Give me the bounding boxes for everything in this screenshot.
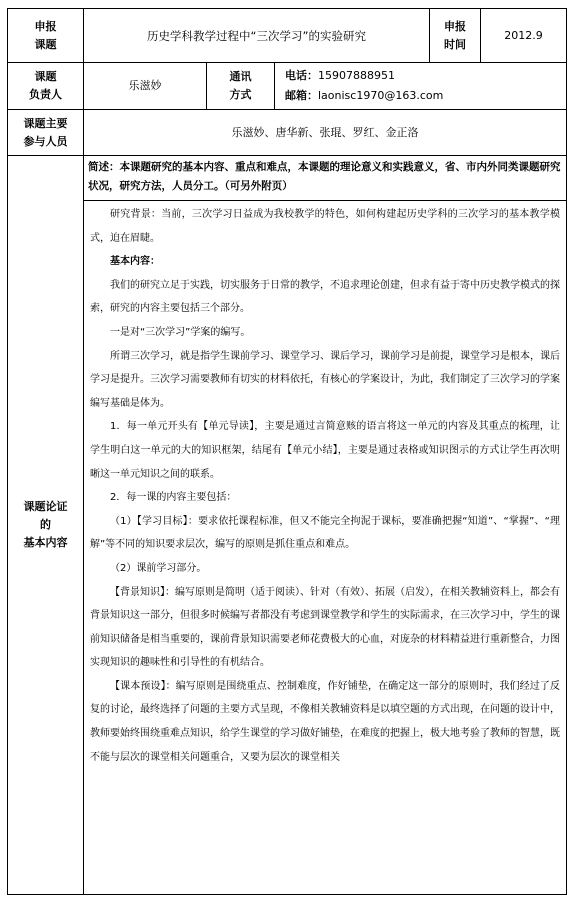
paragraph-pre-class: （2）课前学习部分。	[110, 562, 207, 574]
paragraph-learning-goals: （1）【学习目标】：要求依托课程标准，但又不能完全拘泥于课标，要准确把握“知道”、“掌握”、“理解”等不同的知识要求层次，编写的原则是抓住重点和难点。	[90, 515, 560, 551]
leader-label: 课题 负责人	[7, 62, 84, 110]
phone-label: 电话：	[285, 69, 318, 82]
paragraph-unit-guide: 1．每一单元开头有【单元导读】，主要是通过言简意赅的语言将这一单元的内容及其重点的梳理，让学生明白这一单元的大的知识框架，结尾有【单元小结】，主要是通过表格或知识图示的方式让学生再次明晰这一单元知识之间的联系。	[90, 421, 560, 480]
paragraph-background-knowledge: 【背景知识】：编写原则是简明（适于阅读）、针对（有效）、拓展（启发），在相关教辅资料上，都会有背景知识这一部分，但很多时候编写者都没有考虑到课堂教学和学生的实际需求，在三次学习中，学生的课前知识储备是相当重要的，课前背景知识需要老师花费极大的心血，对庞杂的材料精益进行重新整合，力图实现知识的趣味性和引导性的有机结合。	[90, 586, 560, 669]
content-label: 课题论证 的 基本内容	[7, 155, 84, 895]
paragraph-lesson-content: 2．每一课的内容主要包括：	[110, 492, 237, 504]
paragraph-part-one: 一是对“三次学习”学案的编写。	[110, 326, 251, 338]
project-title: 历史学科教学过程中“三次学习”的实验研究	[83, 8, 430, 63]
members-value: 乐滋妙、唐华新、张琨、罗红、金正洛	[83, 109, 567, 156]
contact-info	[274, 62, 567, 110]
content-body-cell	[83, 200, 567, 895]
date-value: 2012.9	[480, 8, 567, 63]
content-body	[90, 203, 560, 893]
paragraph-background: 研究背景：当前，三次学习日益成为我校教学的特色，如何构建起历史学科的三次学习的基本教学模式，迫在眉睫。	[90, 209, 560, 244]
paragraph-research-scope: 我们的研究立足于实践，切实服务于日常的教学，不追求理论创建，但求有益于寄中历史教学模式的探索，研究的内容主要包括三个部分。	[90, 279, 560, 315]
project-label: 申报 课题	[7, 8, 84, 63]
email-label: 邮箱：	[285, 89, 318, 102]
phone-value: 15907888951	[318, 69, 395, 82]
paragraph-basic-content-heading: 基本内容：	[110, 256, 160, 268]
paragraph-textbook-preview: 【课本预设】：编写原则是围绕重点、控制难度，作好铺垫，在确定这一部分的原则时，我们经过了反复的讨论，最终选择了问题的主要方式呈现，不像相关教辅资料是以填空题的方式出现，在问题的设计中，教师要始终围绕重难点知识，给学生课堂的学习做好铺垫，在难度的把握上，极大地考验了教师的智慧，既不能与层次的课堂相关问题重合，又要为层次的课堂相关	[90, 680, 560, 763]
date-label: 申报 时间	[429, 8, 481, 63]
content-instructions: 简述：本课题研究的基本内容、重点和难点，本课题的理论意义和实践意义，省、市内外同类课题研究状况，研究方法，人员分工。（可另外附页）	[83, 155, 567, 201]
paragraph-three-learning: 所谓三次学习，就是指学生课前学习、课堂学习、课后学习，课前学习是前提，课堂学习是根本，课后学习是提升。三次学习需要教师有切实的材料依托，有核心的学案设计，为此，我们制定了三次学习的学案编写基础是体为。	[90, 350, 560, 409]
email-value: laonisc1970@163.com	[318, 89, 444, 102]
contact-label: 通讯 方式	[206, 62, 275, 110]
members-label: 课题主要 参与人员	[7, 109, 84, 156]
leader-name: 乐滋妙	[83, 62, 207, 110]
